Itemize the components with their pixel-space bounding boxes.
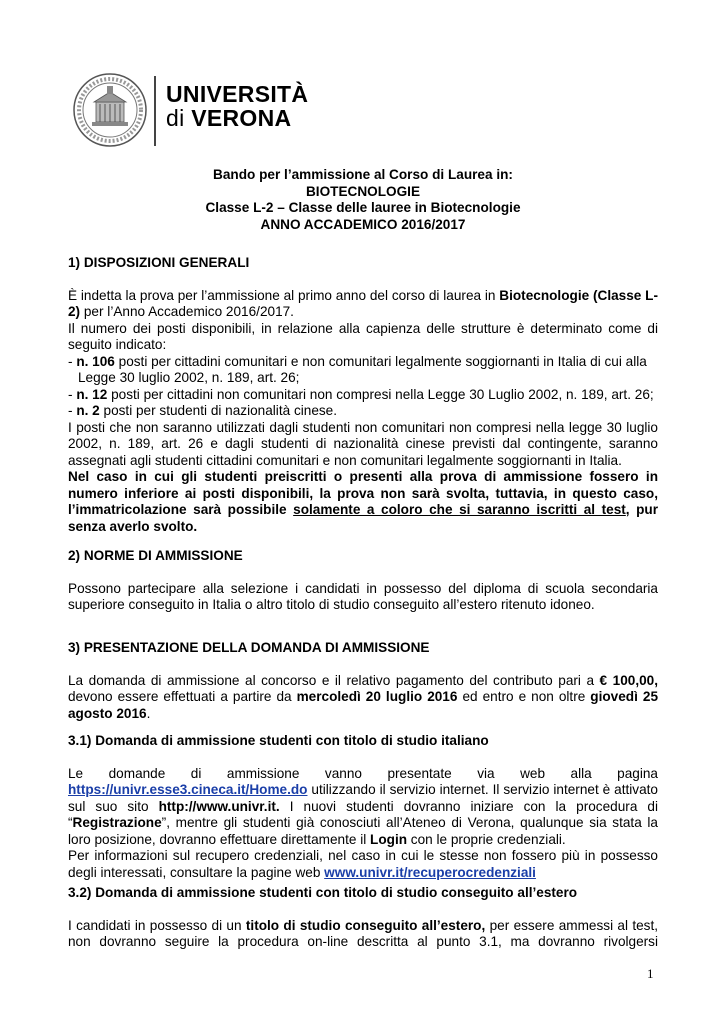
section-1-bullet-3: - n. 2 posti per studenti di nazionalità cinese.: [68, 403, 338, 418]
page-number: 1: [647, 966, 654, 981]
section-2-paragraph-1: Possono partecipare alla selezione i candidati in possesso del diploma di scuola secondaria superiore conseguito in Italia o altro titolo di studio conseguito all’estero ritenuto idoneo.: [68, 580, 658, 612]
section-3-1-paragraph-1: Le domande di ammissione vanno presentate via web alla pagina https://univr.esse3.cineca.it/Home.do utilizzando il servizio internet. Il servizio internet è attivato sul suo sito http://www.univr.it. I nuovi studenti dovranno iniziare con la procedura di “Registrazione”, mentre gli studenti già conosciuti all’Ateneo di Verona, qualunque sia stata la loro posizione, dovranno effettuare direttamente il Login con le proprie credenziali.: [68, 765, 659, 847]
logo-line2-small: di: [166, 105, 192, 131]
section-2-heading: 2) NORME DI AMMISSIONE: [68, 548, 243, 563]
section-1-bullet-1-cont: Legge 30 luglio 2002, n. 189, art. 26;: [78, 370, 300, 385]
section-2: [68, 548, 658, 614]
section-3-1: [68, 733, 658, 881]
section-3-1-heading: 3.1) Domanda di ammissione studenti con titolo di studio italiano: [68, 733, 489, 748]
section-3-2-heading: 3.2) Domanda di ammissione studenti con titolo di studio conseguito all’estero: [68, 885, 578, 900]
section-1-paragraph-3: I posti che non saranno utilizzati dagli studenti non comunitari non compresi nella legge 30 luglio 2002, n. 189, art. 26 e dagli studenti di nazionalità cinese previsti dal contingente, saranno assegnati agli studenti cittadini comunitari e non comunitari legalmente soggiornanti in Italia.: [68, 419, 658, 468]
section-1-paragraph-2: Il numero dei posti disponibili, in relazione alla capienza delle strutture è determinato come di seguito indicato:: [68, 320, 658, 352]
university-logo: [72, 72, 309, 150]
esse3-link[interactable]: https://univr.esse3.cineca.it/Home.do: [68, 782, 308, 797]
logo-line1: UNIVERSITÀ: [166, 81, 309, 107]
recupero-credenziali-link[interactable]: www.univr.it/recuperocredenziali: [324, 864, 536, 880]
section-3-paragraph-1: La domanda di ammissione al concorso e il relativo pagamento del contributo pari a € 100,00, devono essere effettuati a partire da mercoledì 20 luglio 2016 ed entro e non oltre giovedì 25 agosto 2016.: [68, 672, 659, 721]
document-title: [68, 167, 658, 233]
title-line1: Bando per l’ammissione al Corso di Laurea in:: [213, 167, 513, 182]
section-1-paragraph-4: Nel caso in cui gli studenti preiscritti o presenti alla prova di ammissione fossero in numero inferiore ai posti disponibili, la prova non sarà svolta, tuttavia, in questo caso, l’immatricolazione sarà possibile solamente a coloro che si saranno iscritti al test, pur senza averlo svolto.: [68, 469, 659, 534]
logo-divider: [154, 76, 156, 146]
section-1-bullet-2: - n. 12 posti per cittadini non comunitari non compresi nella Legge 30 Luglio 2002, n. 189, art. 26;: [68, 386, 654, 402]
section-1-paragraph-1: È indetta la prova per l’ammissione al primo anno del corso di laurea in Biotecnologie (Classe L-2) per l’Anno Accademico 2016/2017.: [68, 287, 658, 319]
university-seal-icon: [72, 72, 148, 148]
section-3-1-paragraph-2: Per informazioni sul recupero credenziali, nel caso in cui le stesse non fossero più in possesso degli interessati, consultare la pagine web www.univr.it/recuperocredenziali: [68, 848, 658, 880]
title-line4: ANNO ACCADEMICO 2016/2017: [260, 216, 466, 232]
title-line3: Classe L-2 – Classe delle lauree in Biotecnologie: [205, 200, 521, 215]
section-3-heading: 3) PRESENTAZIONE DELLA DOMANDA DI AMMISSIONE: [68, 640, 430, 655]
section-1-heading: 1) DISPOSIZIONI GENERALI: [68, 255, 250, 270]
section-1-bullet-1: - n. 106 posti per cittadini comunitari e non comunitari legalmente soggiornanti in Italia di cui alla: [68, 353, 647, 369]
section-3: [68, 640, 658, 722]
university-name: [166, 82, 308, 130]
title-line2: BIOTECNOLOGIE: [305, 183, 421, 199]
section-3-2: [68, 885, 658, 951]
section-3-2-paragraph-1: I candidati in possesso di un titolo di studio conseguito all’estero, per essere ammessi al test, non dovranno seguire la procedura on-line descritta al punto 3.1, ma dovranno rivolgersi: [68, 917, 659, 949]
section-1: [68, 255, 658, 535]
logo-line2-bold: VERONA: [191, 105, 292, 131]
